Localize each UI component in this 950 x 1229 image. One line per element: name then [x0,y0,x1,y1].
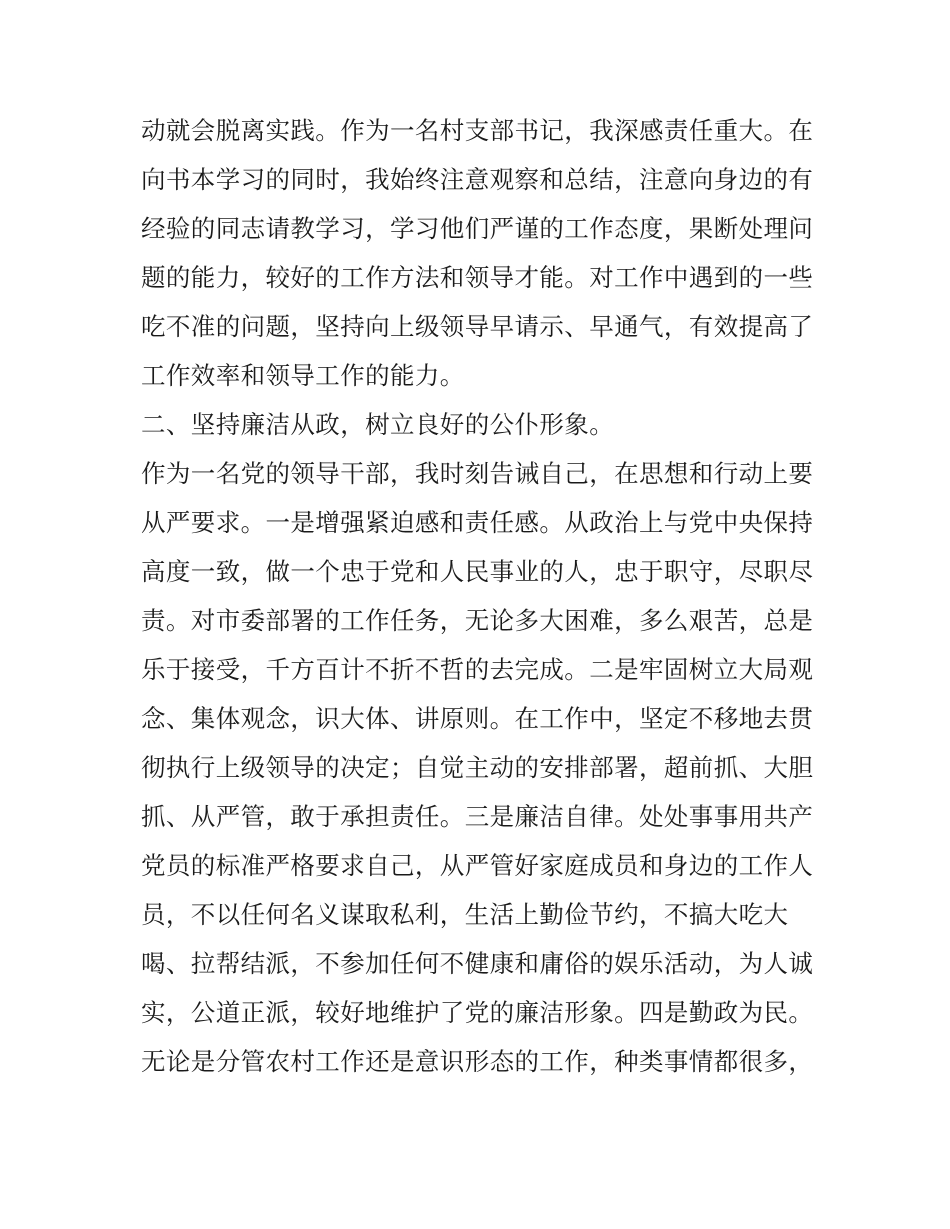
text-line: 乐于接受，千方百计不折不哲的去完成。二是牢固树立大局观 [141,655,814,684]
text-line: 工作效率和领导工作的能力。 [141,361,465,390]
text-line: 作为一名党的领导干部，我时刻告诫自己，在思想和行动上要 [141,459,814,488]
text-line: 喝、拉帮结派，不参加任何不健康和庸俗的娱乐活动，为人诚 [141,949,814,978]
section-heading: 二、坚持廉洁从政，树立良好的公仆形象。 [141,410,615,439]
text-line: 高度一致，做一个忠于党和人民事业的人，忠于职守，尽职尽 [141,557,814,586]
text-line: 从严要求。一是增强紧迫感和责任感。从政治上与党中央保持 [141,508,814,537]
text-line: 题的能力，较好的工作方法和领导才能。对工作中遇到的一些 [141,263,814,292]
text-line: 动就会脱离实践。作为一名村支部书记，我深感责任重大。在 [141,116,814,145]
text-line: 吃不准的问题，坚持向上级领导早请示、早通气，有效提高了 [141,312,814,341]
text-line: 无论是分管农村工作还是意识形态的工作，种类事情都很多， [141,1047,814,1076]
text-line: 抓、从严管，敢于承担责任。三是廉洁自律。处处事事用共产 [141,802,814,831]
text-line: 经验的同志请教学习，学习他们严谨的工作态度，果断处理问 [141,214,814,243]
text-line: 彻执行上级领导的决定；自觉主动的安排部署，超前抓、大胆 [141,753,814,782]
text-line: 实，公道正派，较好地维护了党的廉洁形象。四是勤政为民。 [141,998,814,1027]
text-line: 党员的标准严格要求自己，从严管好家庭成员和身边的工作人 [141,851,814,880]
text-line: 念、集体观念，识大体、讲原则。在工作中，坚定不移地去贯 [141,704,814,733]
text-line: 向书本学习的同时，我始终注意观察和总结，注意向身边的有 [141,165,814,194]
text-line: 员，不以任何名义谋取私利，生活上勤俭节约，不搞大吃大 [141,900,789,929]
text-line: 责。对市委部署的工作任务，无论多大困难，多么艰苦，总是 [141,606,814,635]
body-text [141,106,821,1086]
